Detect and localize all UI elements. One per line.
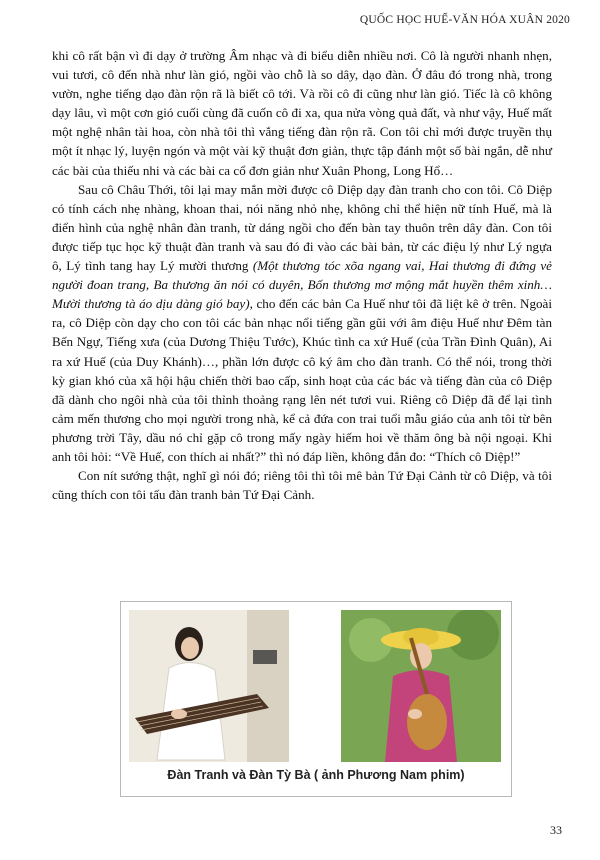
figure-caption: Đàn Tranh và Đàn Tỳ Bà ( ảnh Phương Nam phim) — [167, 768, 465, 782]
dan-ty-ba-photo — [341, 610, 501, 762]
page-number: 33 — [550, 823, 562, 837]
dan-ty-ba-illustration — [341, 610, 501, 762]
paragraph-2 — [52, 180, 552, 466]
dan-tranh-photo — [129, 610, 289, 762]
photo-figure — [120, 601, 512, 797]
article-body — [52, 46, 552, 504]
paragraph-2-text-b: , cho đến các bản Ca Huế như tôi đã liệt kê ở trên. Ngoài ra, cô Diệp còn dạy cho con tôi các bản nhạc nổi tiếng gần gũi với âm điệu Huế như Đêm tàn Bến Ngự, Tiếng xưa (của Dương Thiệu Tước), Khúc tình ca xứ Huế (của Trần Đình Quân), Ai ra xứ Huế (của Duy Khánh)…, phần lớn được cô ký âm cho đàn tranh. Có thể nói, trong thời kỳ gian khó của xã hội hậu chiến thời bao cấp, sinh hoạt của các bác và tiếng đàn của cô Diệp đã dành cho ngôi nhà của tôi thỉnh thoảng rạng lên nét tươi vui. Riêng cô Diệp đã để lại tình cảm mến thương cho mọi người trong nhà, kể cả đứa con trai tuổi mẫu giáo của anh tôi từ bên phương trời Tây, dầu nó chỉ gặp cô trong mấy ngày hiếm hoi về thăm ông bà nội ngoại. Khi anh tôi hỏi: “Về Huế, con thích ai nhất?” thì nó đáp liền, không đắn đo: “Thích cô Diệp!” — [52, 296, 552, 464]
paragraph-2-italic-quote: (Một thương tóc xõa ngang vai, Hai thương đi đứng vẻ người đoan trang, Ba thương ăn nói có duyên, Bốn thương mơ mộng mắt huyền thêm xinh… Mười thương tà áo dịu dàng gió bay) — [52, 258, 552, 312]
paragraph-3: Con nít sướng thật, nghĩ gì nói đó; riêng tôi thì tôi mê bản Tứ Đại Cảnh từ cô Diệp, và tôi cũng thích con tôi tấu đàn tranh bản Tứ Đại Cảnh. — [52, 468, 552, 503]
paragraph-1: khi cô rất bận vì đi dạy ở trường Âm nhạc và đi biểu diễn nhiều nơi. Cô là người nhanh nhẹn, vui tươi, cô đến nhà như làn gió, ngồi vào chỗ là so dây, dạo đàn. Ở đâu đó trong nhà, trong vườn, nghe tiếng dạo đàn rộn rã là biết cô tới. Và rồi cô đi cũng như làn gió. Tiếc là cô không dạy lâu, vì một cơn gió cuối cùng đã cuốn cô đi xa, qua nửa vòng quả đất, và như vậy, Huế mất một nghệ nhân tài hoa, còn nhà tôi thì vắng tiếng đàn rộn rã. Con tôi chỉ mới được truyền thụ một ít nhạc lý, luyện ngón và một vài kỹ thuật đơn giản, thực tập đánh một số bài ngắn, dễ như các bài của thiếu nhi và các bài ca cổ đơn giản như Xuân Phong, Long Hổ… — [52, 48, 552, 178]
dan-tranh-illustration — [129, 610, 289, 762]
paragraph-2-text-a: Sau cô Châu Thới, tôi lại may mắn mời được cô Diệp dạy đàn tranh cho con tôi. Cô Diệp có tính cách nhẹ nhàng, khoan thai, nói năng nhỏ nhẹ, không chỉ thể hiện nữ tính Huế, mà là điển hình của nghệ nhân đàn tranh, từ dáng ngồi cho đến bàn tay thuôn trên dây đàn. Con tôi được tiếp tục học kỹ thuật đàn tranh và sau đó đi vào các bài bản, từ các điệu lý như Lý ngựa ô, Lý tình tang hay Lý mười thương — [52, 181, 552, 274]
running-header: QUỐC HỌC HUẾ-VĂN HÓA XUÂN 2020 — [359, 14, 570, 26]
